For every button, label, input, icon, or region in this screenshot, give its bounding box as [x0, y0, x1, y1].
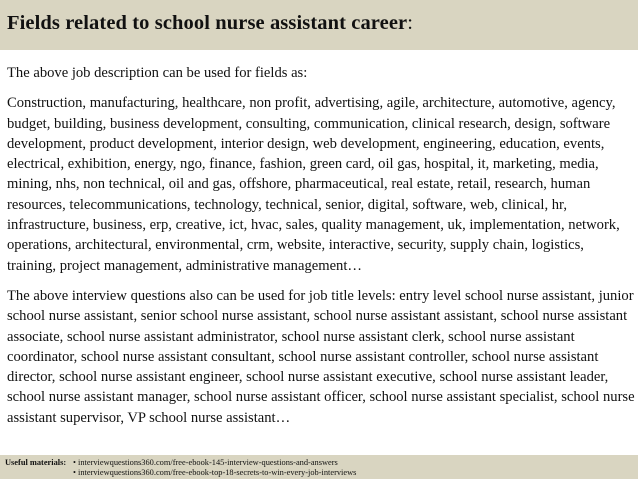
page-title-colon: :	[407, 12, 414, 34]
job-levels-paragraph: The above interview questions also can be used for job title levels: entry level school nurse assistant, junior school nurse assistant, senior school nurse assistant, school nurse assistant assistant, school nurse assistant associate, school nurse assistant administrator, school nurse assistant clerk, school nurse assistant coordinator, school nurse assistant consultant, school nurse assistant controller, school nurse assistant director, school nurse assistant engineer, school nurse assistant executive, school nurse assistant leader, school nurse assistant manager, school nurse assistant officer, school nurse assistant specialist, school nurse assistant supervisor, VP school nurse assistant…	[7, 287, 635, 426]
page-title	[7, 12, 638, 35]
footer-link-ebook-145[interactable]: • interviewquestions360.com/free-ebook-145-interview-questions-and-answers	[73, 458, 338, 467]
footer-label: Useful materials:	[5, 458, 67, 467]
title-banner	[0, 0, 638, 50]
footer-banner	[0, 455, 638, 479]
page-title-text: Fields related to school nurse assistant career	[7, 12, 408, 34]
footer-row-2	[5, 468, 638, 478]
fields-list-paragraph: Construction, manufacturing, healthcare, non profit, advertising, agile, architecture, automotive, agency, budget, building, business development, consulting, communication, clinical research, design, software development, product development, interior design, web development, engineering, education, events, electrical, exhibition, energy, ngo, finance, fashion, green card, oil gas, hospital, it, marketing, media, mining, nhs, non technical, oil and gas, offshore, pharmaceutical, real estate, retail, research, human resources, telecommunications, technology, technical, senior, digital, software, web, clinical, hr, infrastructure, business, erp, creative, ict, hvac, sales, quality management, uk, implementation, network, operations, architectural, environmental, crm, website, interactive, security, supply chain, logistics, training, project management, administrative management…	[7, 95, 620, 274]
footer-link-ebook-top-18[interactable]: • interviewquestions360.com/free-ebook-top-18-secrets-to-win-every-job-interviews	[73, 467, 357, 477]
footer-row-1	[5, 458, 638, 468]
intro-text: The above job description can be used for fields as:	[7, 65, 308, 81]
main-content	[7, 63, 635, 428]
